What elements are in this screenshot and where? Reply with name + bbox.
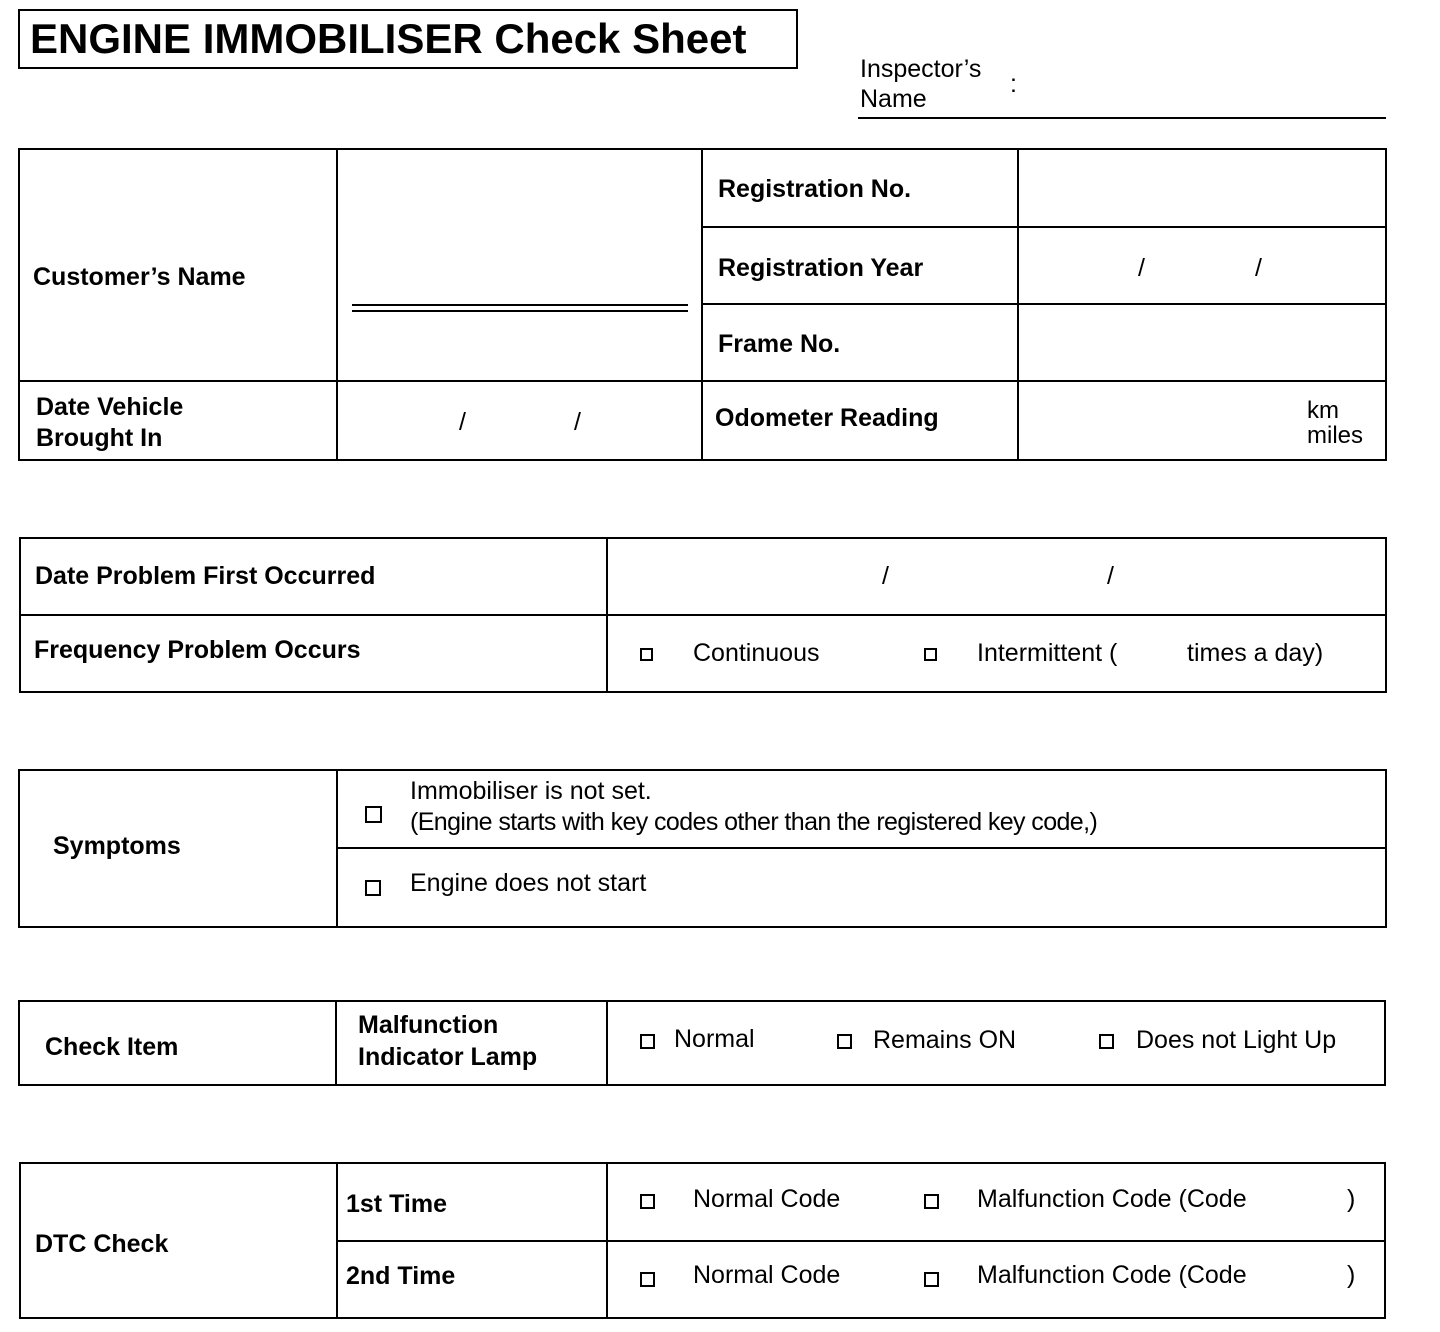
dtc-first-normal-label: Normal Code [693, 1185, 841, 1213]
date-first-occurred-label: Date Problem First Occurred [35, 562, 376, 590]
symptoms-label: Symptoms [53, 832, 181, 860]
dtc-first-time-label: 1st Time [346, 1190, 447, 1218]
inspector-name-field[interactable] [858, 117, 1386, 119]
date-brought-in-sep-2: / [574, 408, 581, 436]
dtc-first-malfunction-checkbox[interactable] [924, 1194, 939, 1209]
date-first-sep-1: / [882, 562, 889, 590]
times-a-day-label: times a day) [1187, 639, 1324, 667]
immobiliser-not-set-line2: (Engine starts with key codes other than the registered key code,) [410, 808, 1098, 836]
dtc-second-normal-checkbox[interactable] [640, 1272, 655, 1287]
mil-remains-on-checkbox[interactable] [837, 1034, 852, 1049]
problem-row-divider [19, 614, 1387, 616]
dtc-check-label: DTC Check [35, 1230, 169, 1258]
odometer-label: Odometer Reading [715, 404, 939, 432]
frame-no-field[interactable] [1021, 307, 1383, 378]
inspector-label-line2: Name [860, 85, 927, 113]
registration-no-field[interactable] [1021, 152, 1383, 224]
date-first-sep-2: / [1107, 562, 1114, 590]
dtc-second-time-label: 2nd Time [346, 1262, 456, 1290]
registration-year-sep-2: / [1255, 254, 1262, 282]
vehicle-row-divider-3 [18, 380, 1387, 382]
engine-does-not-start-label: Engine does not start [410, 869, 647, 897]
inspector-colon: : [1010, 70, 1017, 98]
date-brought-in-sep-1: / [459, 408, 466, 436]
vehicle-col-divider-1 [336, 148, 338, 461]
mil-label-line2: Indicator Lamp [358, 1043, 538, 1071]
immobiliser-not-set-label [410, 776, 1097, 838]
dtc-first-malfunction-label: Malfunction Code (Code [977, 1185, 1247, 1213]
registration-no-label: Registration No. [718, 175, 912, 203]
dtc-second-normal-label: Normal Code [693, 1261, 841, 1289]
mil-label-line1: Malfunction [358, 1011, 499, 1039]
immobiliser-not-set-line1: Immobiliser is not set. [410, 777, 652, 805]
dtc-second-malfunction-checkbox[interactable] [924, 1272, 939, 1287]
inspector-name-label [860, 54, 981, 114]
odometer-unit-km: km [1307, 397, 1339, 424]
intermittent-checkbox[interactable] [924, 648, 937, 661]
dtc-first-close-paren: ) [1347, 1185, 1356, 1213]
vehicle-row-divider-1 [701, 226, 1385, 228]
check-item-col-divider-2 [606, 1000, 608, 1086]
intermittent-label: Intermittent ( [977, 639, 1118, 667]
page-title: ENGINE IMMOBILISER Check Sheet [18, 9, 798, 69]
continuous-checkbox[interactable] [640, 648, 653, 661]
dtc-second-malfunction-label: Malfunction Code (Code [977, 1261, 1247, 1289]
frame-no-label: Frame No. [718, 330, 841, 358]
mil-normal-label: Normal [674, 1025, 755, 1053]
engine-does-not-start-checkbox[interactable] [365, 880, 381, 896]
mil-does-not-light-checkbox[interactable] [1099, 1034, 1114, 1049]
date-brought-in-label [36, 392, 183, 454]
dtc-row-divider [336, 1240, 1386, 1242]
inspector-label-line1: Inspector’s [860, 55, 982, 83]
odometer-unit-miles: miles [1307, 422, 1364, 449]
check-item-col-divider-1 [335, 1000, 337, 1086]
check-item-label: Check Item [45, 1033, 179, 1061]
date-brought-in-label-line2: Brought In [36, 424, 163, 452]
malfunction-indicator-lamp-label [358, 1009, 537, 1073]
date-brought-in-label-line1: Date Vehicle [36, 393, 184, 421]
dtc-second-close-paren: ) [1347, 1261, 1356, 1289]
dtc-first-normal-checkbox[interactable] [640, 1194, 655, 1209]
immobiliser-not-set-checkbox[interactable] [365, 806, 382, 823]
registration-year-sep-1: / [1138, 254, 1145, 282]
mil-normal-checkbox[interactable] [640, 1034, 655, 1049]
mil-remains-on-label: Remains ON [873, 1026, 1017, 1054]
symptoms-row-divider [336, 847, 1387, 849]
customer-name-field[interactable] [340, 152, 698, 378]
mil-does-not-light-label: Does not Light Up [1136, 1026, 1337, 1054]
registration-year-label: Registration Year [718, 254, 924, 282]
vehicle-row-divider-2 [701, 303, 1385, 305]
frequency-label: Frequency Problem Occurs [34, 636, 361, 664]
customer-name-label: Customer’s Name [33, 263, 246, 291]
continuous-label: Continuous [693, 639, 820, 667]
